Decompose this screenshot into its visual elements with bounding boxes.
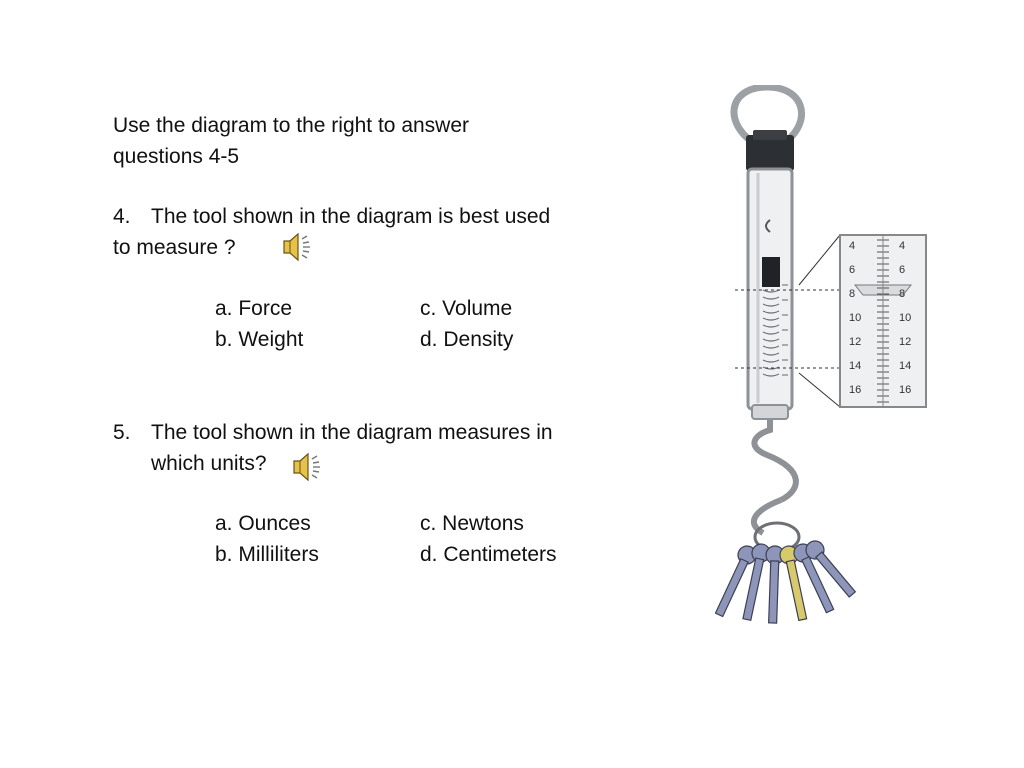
indicator-weight <box>762 257 780 287</box>
scale-label-right: 12 <box>899 336 912 348</box>
q5-option-a: a. Ounces <box>215 512 311 535</box>
q5-option-d: d. Centimeters <box>420 543 557 566</box>
q4-option-b: b. Weight <box>215 328 304 351</box>
scale-hook <box>754 419 795 500</box>
q5-option-b: b. Milliliters <box>215 543 319 566</box>
scale-label-left: 6 <box>849 264 856 276</box>
tube-cap <box>746 135 794 171</box>
speaker-icon <box>280 230 316 264</box>
scale-label-left: 10 <box>849 312 862 324</box>
q5-question-line-1: The tool shown in the diagram measures in <box>151 421 553 444</box>
scale-label-left: 16 <box>849 384 862 396</box>
scale-label-right: 10 <box>899 312 912 324</box>
scale-label-right: 6 <box>899 264 906 276</box>
q4-option-a: a. Force <box>215 297 293 320</box>
intro-line-2: questions 4-5 <box>113 145 240 168</box>
speaker-icon <box>290 450 326 484</box>
scale-label-right: 4 <box>899 240 906 252</box>
scale-label-right: 16 <box>899 384 912 396</box>
scale-label-right: 14 <box>899 360 912 372</box>
q4-option-c: c. Volume <box>420 297 513 320</box>
q4-number: 4. <box>113 205 131 228</box>
q5-question-line-2: which units? <box>151 452 267 475</box>
q4-option-d: d. Density <box>420 328 514 351</box>
q5-option-c: c. Newtons <box>420 512 524 535</box>
spring-scale-diagram <box>715 85 935 635</box>
scale-label-left: 14 <box>849 360 862 372</box>
scale-label-left: 12 <box>849 336 862 348</box>
q4-speaker-icon[interactable] <box>280 230 316 269</box>
scale-label-right: 8 <box>899 288 906 300</box>
q5-number: 5. <box>113 421 131 444</box>
scale-tube <box>748 169 792 409</box>
q5-speaker-icon[interactable] <box>290 450 326 489</box>
q4-question-line-2: to measure ? <box>113 236 236 259</box>
keys <box>715 537 859 623</box>
intro-line-1: Use the diagram to the right to answer <box>113 114 470 137</box>
scale-label-left: 4 <box>849 240 856 252</box>
scale-label-left: 8 <box>849 288 856 300</box>
q4-question-line-1: The tool shown in the diagram is best used <box>151 205 551 228</box>
